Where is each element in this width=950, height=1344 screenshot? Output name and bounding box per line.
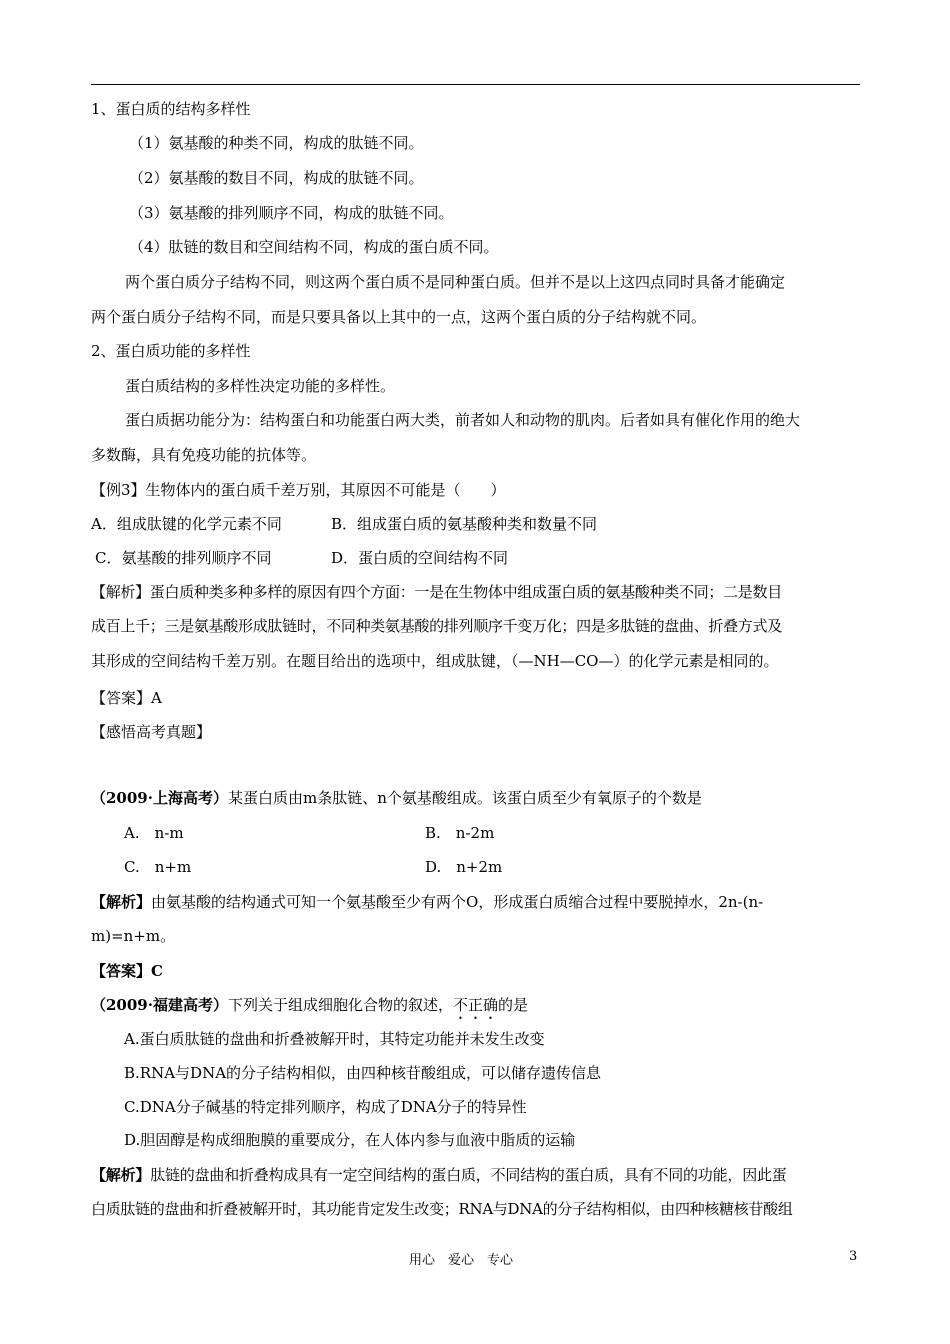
option-a: A．组成肽键的化学元素不同 [91, 515, 282, 533]
emphasis-char: 不 [453, 996, 469, 1014]
question-1-option-c: C. n+m [124, 858, 192, 876]
question-1-source: （2009·上海高考） [91, 789, 228, 807]
question-2-option-d: D.胆固醇是构成细胞膜的重要成分，在人体内参与血液中脂质的运输 [124, 1131, 576, 1149]
analysis-3-text: 肽链的盘曲和折叠构成具有一定空间结构的蛋白质，不同结构的蛋白质，具有不同的功能，因此蛋 [150, 1166, 787, 1184]
option-c: C．氨基酸的排列顺序不同 [95, 549, 272, 567]
answer-1: 【答案】A [91, 689, 162, 707]
paragraph-1-line-1: 两个蛋白质分子结构不同，则这两个蛋白质不是同种蛋白质。但并不是以上这四点同时具备才能确定 [125, 273, 786, 291]
paragraph-3-line-2: 多数酶，具有免疫功能的抗体等。 [91, 446, 317, 464]
question-2-stem-post: 的是 [498, 996, 529, 1014]
section-gaokao: 【感悟高考真题】 [91, 723, 212, 741]
analysis-2-text: 由氨基酸的结构通式可知一个氨基酸至少有两个O，形成蛋白质缩合过程中要脱掉水，2n-(n- [151, 893, 764, 911]
analysis-3-label: 【解析】 [91, 1166, 151, 1184]
question-1-option-b: B. n-2m [425, 824, 495, 842]
question-1-option-a: A. n-m [124, 824, 184, 842]
option-b: B．组成蛋白质的氨基酸种类和数量不同 [331, 515, 598, 533]
question-1-option-d: D. n+2m [425, 858, 503, 876]
point-1: （1）氨基酸的种类不同，构成的肽链不同。 [129, 134, 424, 152]
page-number: 3 [849, 1249, 858, 1264]
footer-motto: 用心 爱心 专心 [409, 1253, 514, 1268]
question-2-option-b: B.RNA与DNA的分子结构相似，由四种核苷酸组成，可以储存遗传信息 [124, 1064, 602, 1082]
analysis-1-line-2: 成百上千；三是氨基酸形成肽链时，不同种类氨基酸的排列顺序千变万化；四是多肽链的盘曲、折叠方式及 [91, 617, 782, 635]
answer-2: 【答案】C [91, 962, 163, 980]
question-1-stem: 某蛋白质由m条肽链、n个氨基酸组成。该蛋白质至少有氧原子的个数是 [227, 789, 702, 807]
emphasis-char: 正 [468, 996, 484, 1014]
point-3: （3）氨基酸的排列顺序不同，构成的肽链不同。 [129, 204, 454, 222]
analysis-3-line-2: 白质肽链的盘曲和折叠被解开时，其功能肯定发生改变；RNA与DNA的分子结构相似，由四种核糖核苷酸组 [91, 1200, 793, 1218]
analysis-2-label: 【解析】 [91, 893, 152, 911]
question-1 [91, 789, 702, 807]
analysis-1-line-1: 【解析】蛋白质种类多种多样的原因有四个方面：一是在生物体中组成蛋白质的氨基酸种类不同；二是数目 [91, 583, 782, 601]
question-2-stem-pre: 下列关于组成细胞化合物的叙述， [227, 996, 453, 1014]
example-3-question: 【例3】生物体内的蛋白质千差万别，其原因不可能是（ ） [91, 481, 506, 499]
heading-1: 1、蛋白质的结构多样性 [91, 100, 251, 118]
analysis-2-line-2: m)=n+m。 [91, 927, 176, 945]
paragraph-1-line-2: 两个蛋白质分子结构不同，而是只要具备以上其中的一点，这两个蛋白质的分子结构就不同。 [91, 308, 707, 326]
header-rule [91, 84, 860, 85]
option-d: D．蛋白质的空间结构不同 [331, 549, 509, 567]
analysis-3-line-1 [91, 1166, 787, 1184]
point-2: （2）氨基酸的数目不同，构成的肽链不同。 [129, 169, 424, 187]
question-2-option-c: C.DNA分子碱基的特定排列顺序，构成了DNA分子的特异性 [124, 1098, 527, 1116]
question-2-source: （2009·福建高考） [91, 996, 228, 1014]
heading-2: 2、蛋白质功能的多样性 [91, 342, 251, 360]
question-2 [91, 996, 528, 1014]
paragraph-2: 蛋白质结构的多样性决定功能的多样性。 [125, 377, 396, 395]
paragraph-3-line-1: 蛋白质据功能分为：结构蛋白和功能蛋白两大类，前者如人和动物的肌肉。后者如具有催化作用的绝大 [125, 411, 801, 429]
analysis-2-line-1 [91, 893, 763, 911]
point-4: （4）肽链的数目和空间结构不同，构成的蛋白质不同。 [129, 238, 499, 256]
question-2-option-a: A.蛋白质肽链的盘曲和折叠被解开时，其特定功能并未发生改变 [124, 1030, 545, 1048]
question-2-emphasis [453, 996, 498, 1014]
emphasis-char: 确 [483, 996, 499, 1014]
analysis-1-line-3: 其形成的空间结构千差万别。在题目给出的选项中，组成肽键，（—NH—CO—）的化学元素是相同的。 [91, 652, 779, 670]
